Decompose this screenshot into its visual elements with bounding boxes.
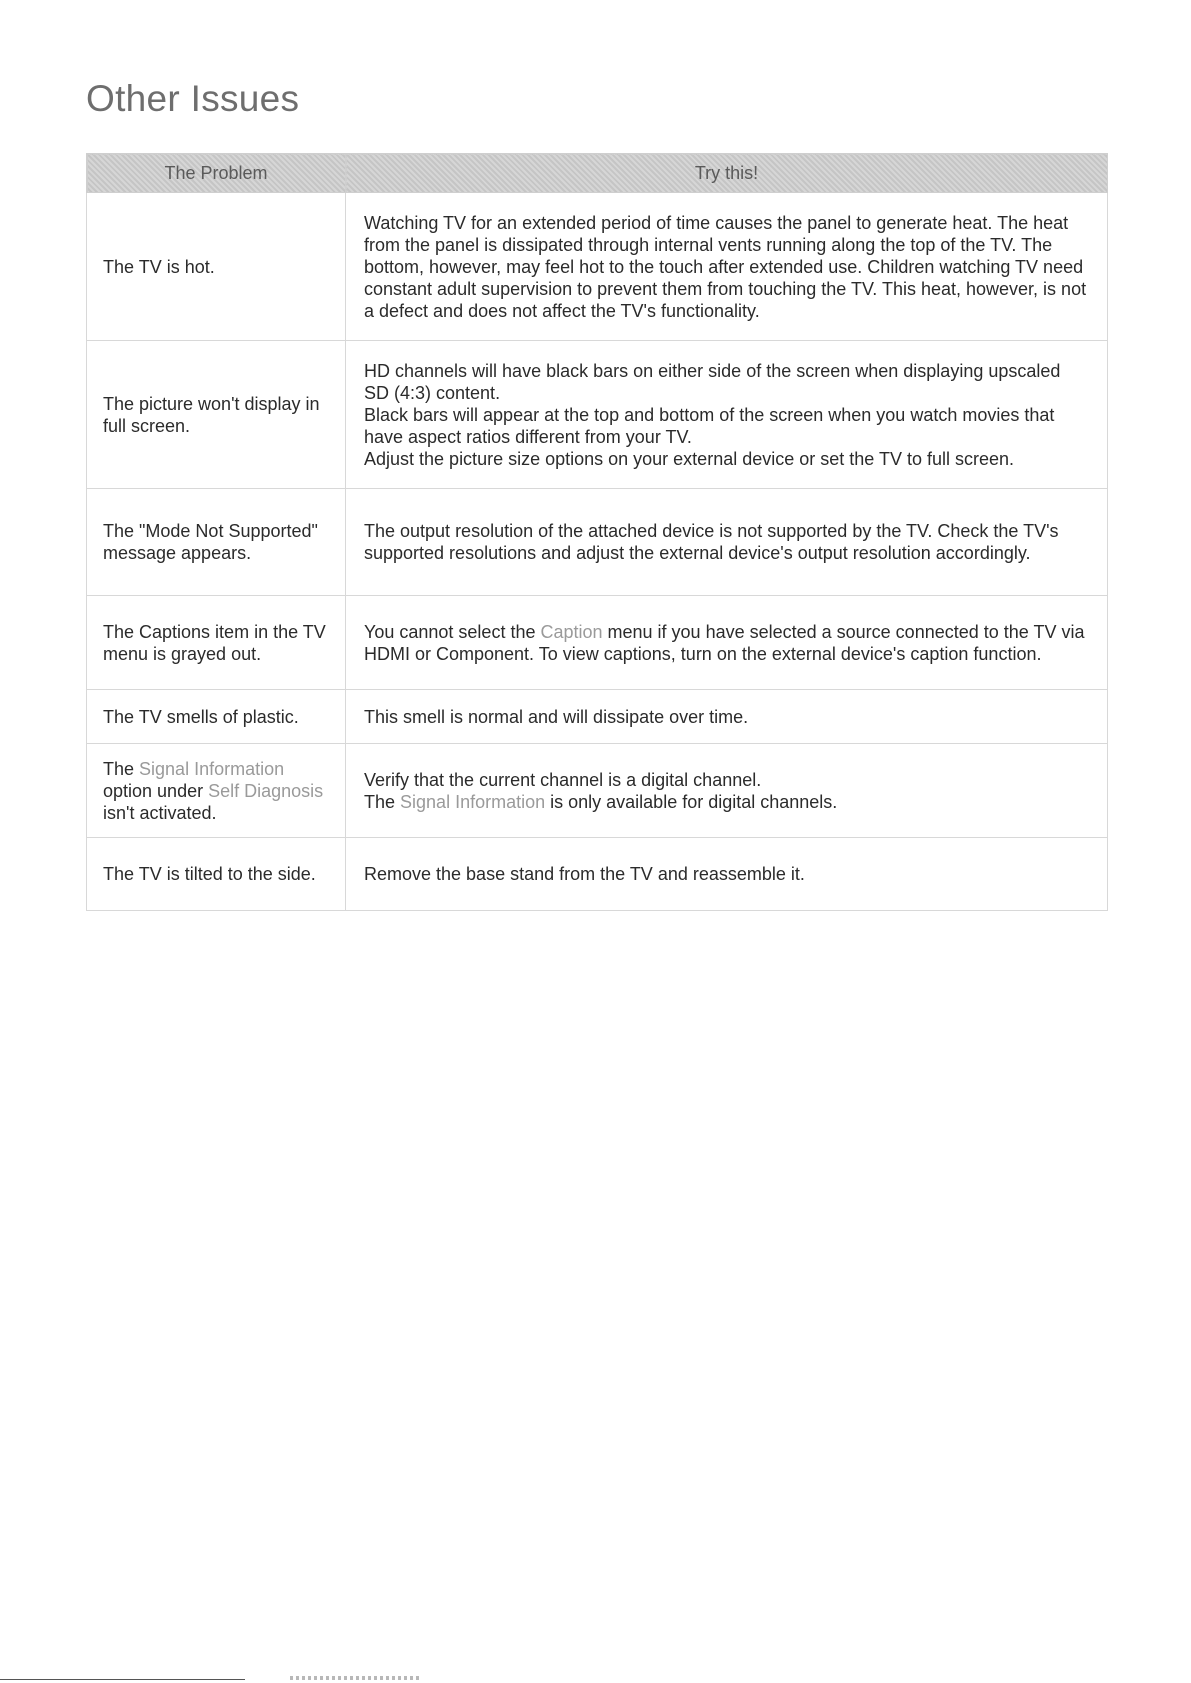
solution-line: Verify that the current channel is a digital channel. bbox=[364, 769, 762, 790]
solution-text: The bbox=[364, 791, 401, 812]
solution-line: Black bars will appear at the top and bottom of the screen when you watch movies that have aspect ratios different from your TV. bbox=[364, 404, 1055, 447]
caption-menu-name: Caption bbox=[540, 621, 603, 642]
signal-information-menu-name: Signal Information bbox=[400, 791, 546, 812]
solution-line: Adjust the picture size options on your external device or set the TV to full screen. bbox=[364, 448, 1015, 469]
table-row bbox=[87, 193, 1108, 341]
problem-cell: The TV is hot. bbox=[87, 193, 346, 341]
problem-text: option under bbox=[103, 780, 209, 801]
problem-text: isn't activated. bbox=[103, 802, 217, 823]
signal-information-menu-name: Signal Information bbox=[139, 758, 285, 779]
solution-cell: Remove the base stand from the TV and reassemble it. bbox=[346, 838, 1108, 911]
solution-cell bbox=[346, 744, 1108, 838]
problem-cell: The TV smells of plastic. bbox=[87, 690, 346, 744]
self-diagnosis-menu-name: Self Diagnosis bbox=[208, 780, 324, 801]
solution-text: is only available for digital channels. bbox=[545, 791, 838, 812]
solution-cell bbox=[346, 596, 1108, 690]
problem-cell: The picture won't display in full screen. bbox=[87, 341, 346, 489]
table-row bbox=[87, 744, 1108, 838]
footer-rule bbox=[0, 1679, 245, 1680]
solution-cell bbox=[346, 341, 1108, 489]
table-row bbox=[87, 596, 1108, 690]
problem-cell: The "Mode Not Supported" message appears. bbox=[87, 489, 346, 596]
page-title: Other Issues bbox=[86, 78, 300, 119]
header-problem: The Problem bbox=[87, 154, 346, 193]
solution-text: menu if you have selected a source connected to the TV via HDMI or Component. To view captions, turn on the external device's caption function. bbox=[364, 621, 1085, 664]
problem-cell: The TV is tilted to the side. bbox=[87, 838, 346, 911]
problem-cell: The Captions item in the TV menu is grayed out. bbox=[87, 596, 346, 690]
problem-cell bbox=[87, 744, 346, 838]
header-try-this: Try this! bbox=[346, 154, 1108, 193]
table-row bbox=[87, 489, 1108, 596]
solution-text: You cannot select the bbox=[364, 621, 541, 642]
solution-cell: This smell is normal and will dissipate over time. bbox=[346, 690, 1108, 744]
troubleshooting-table bbox=[86, 153, 1108, 911]
table-header-row bbox=[87, 154, 1108, 193]
footer-marks bbox=[290, 1676, 420, 1680]
table-row bbox=[87, 690, 1108, 744]
solution-cell: The output resolution of the attached device is not supported by the TV. Check the TV's supported resolutions and adjust the external device's output resolution accordingly. bbox=[346, 489, 1108, 596]
problem-text: The bbox=[103, 758, 140, 779]
solution-cell: Watching TV for an extended period of time causes the panel to generate heat. The heat from the panel is dissipated through internal vents running along the top of the TV. The bottom, however, may feel hot to the touch after extended use. Children watching TV need constant adult supervision to prevent them from touching the TV. This heat, however, is not a defect and does not affect the TV's functionality. bbox=[346, 193, 1108, 341]
table-row bbox=[87, 838, 1108, 911]
solution-line bbox=[364, 791, 1089, 813]
table-row bbox=[87, 341, 1108, 489]
solution-line: HD channels will have black bars on either side of the screen when displaying upscaled SD (4:3) content. bbox=[364, 360, 1061, 403]
